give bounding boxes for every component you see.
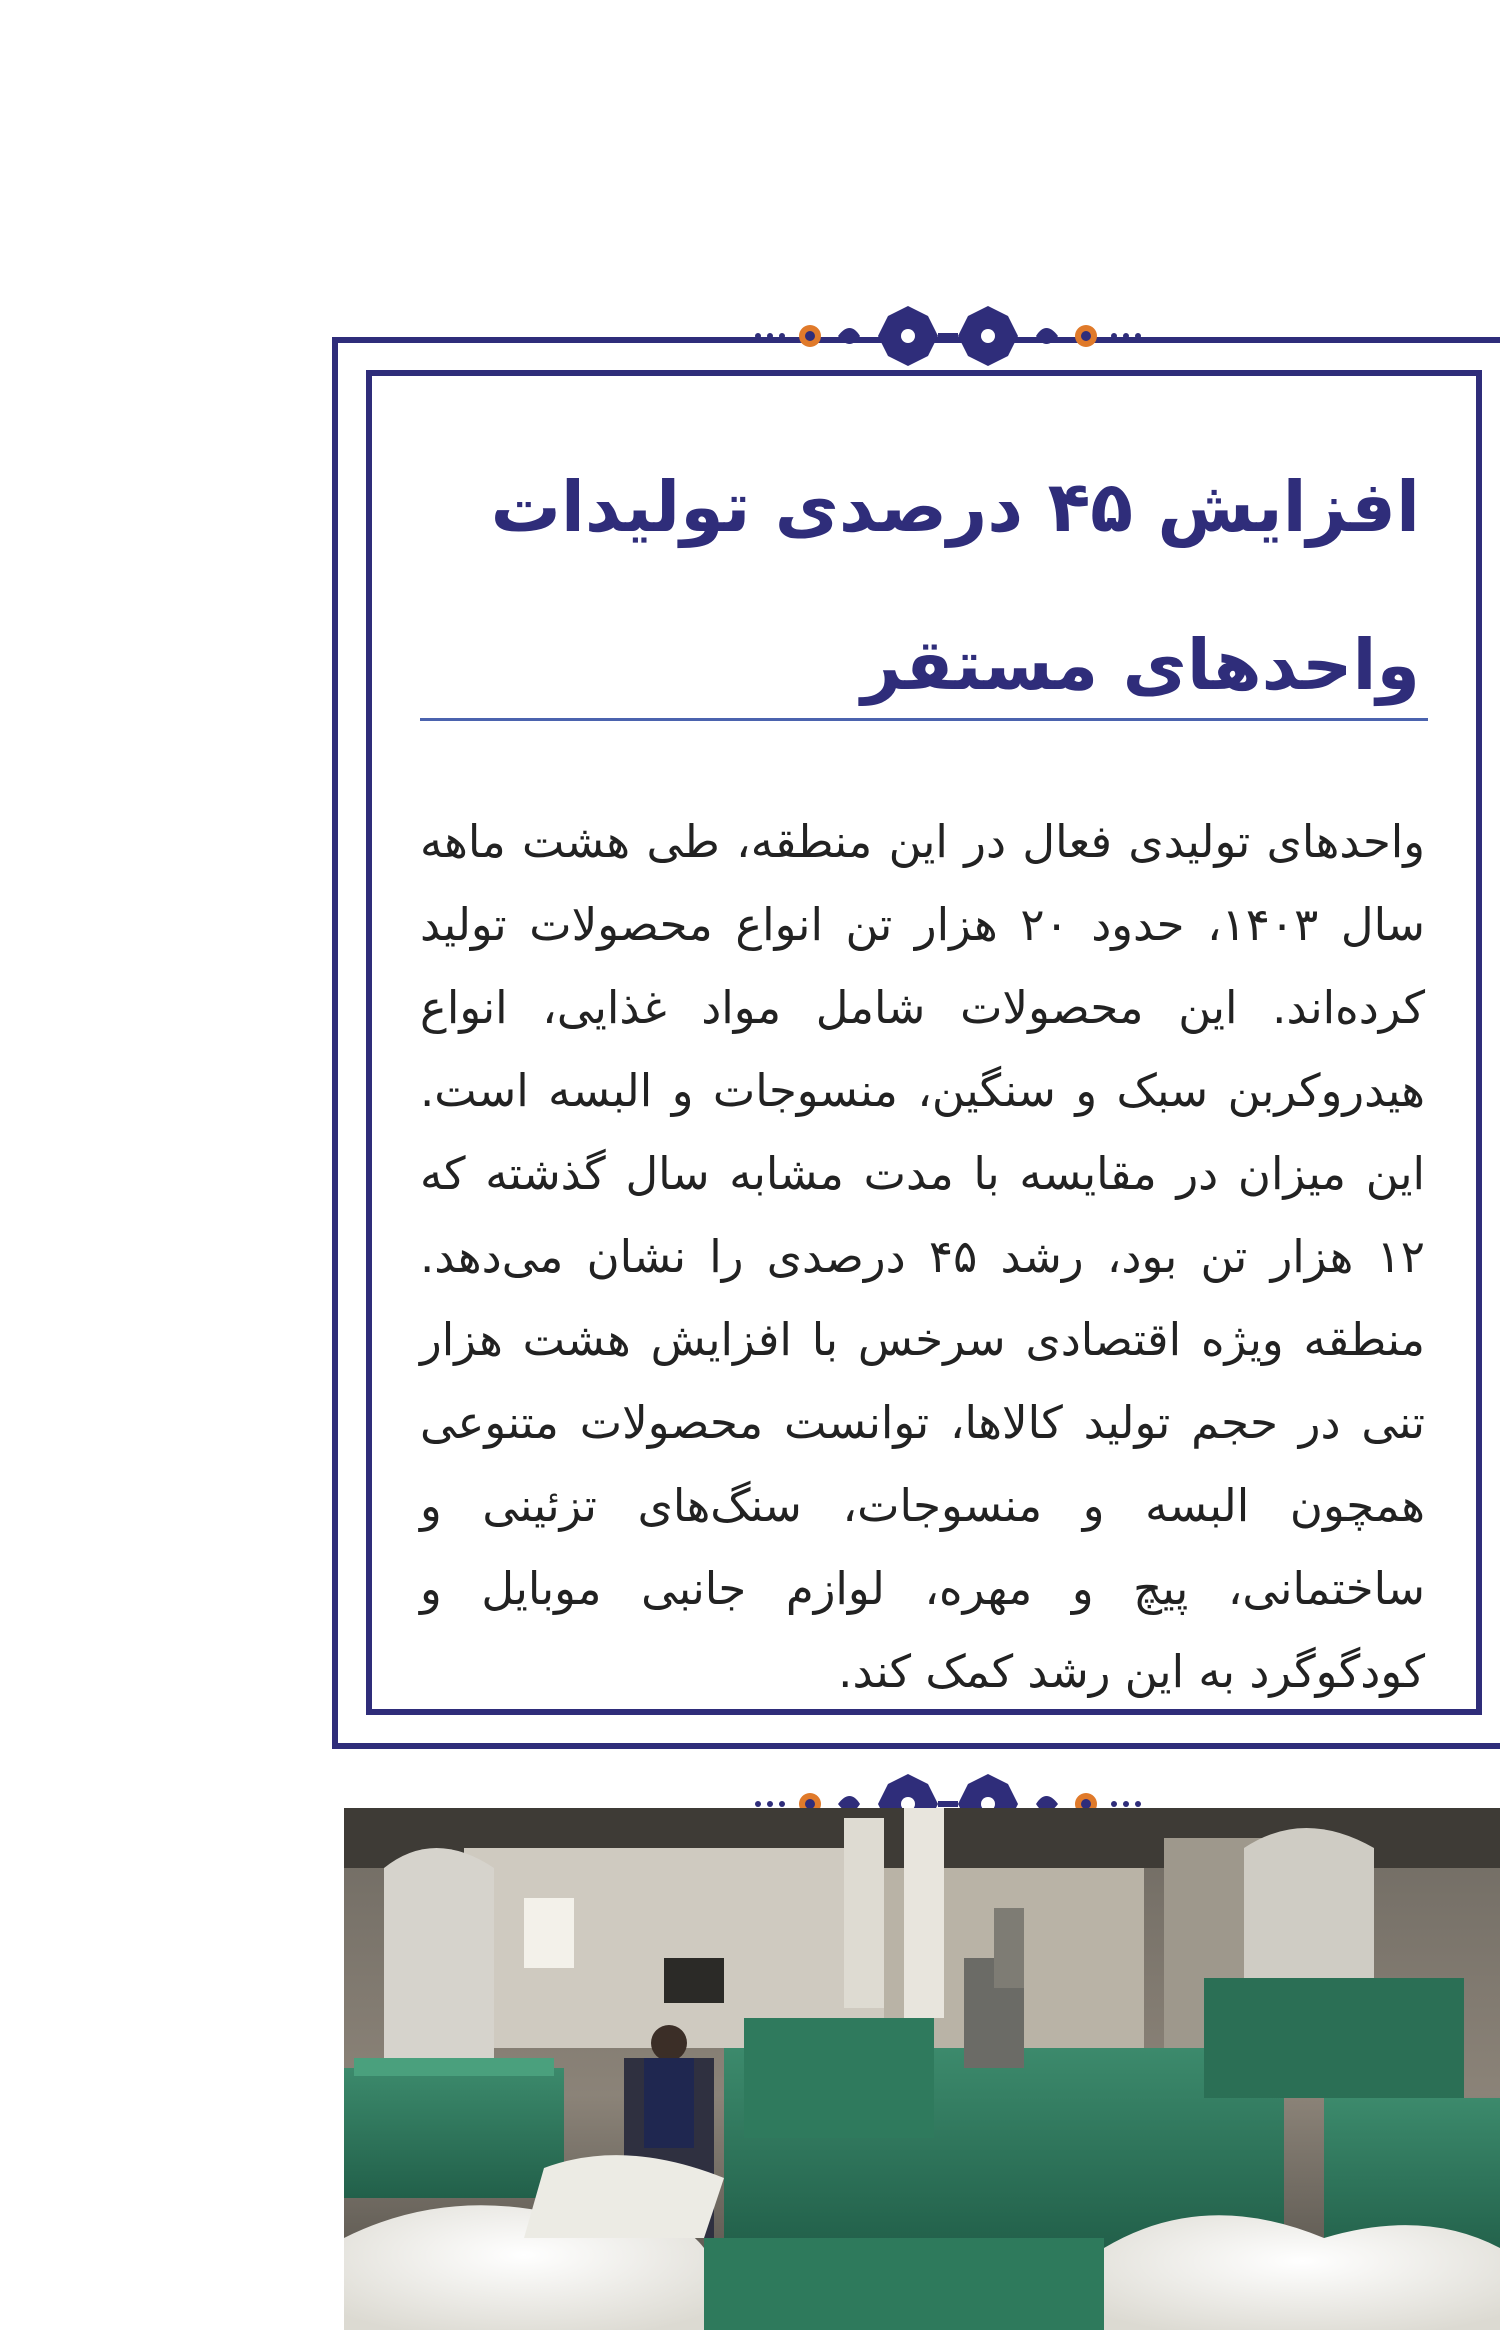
- textile-factory-photo: [344, 1808, 1500, 2330]
- article-title: افزایش ۴۵ درصدی تولیدات واحدهای مستقر: [490, 466, 1420, 706]
- title-divider: [420, 718, 1428, 721]
- article-body: واحدهای تولیدی فعال در این منطقه، طی هشت ماهه سال ۱۴۰۳، حدود ۲۰ هزار تن انواع محصولات تولید کرده‌اند. این محصولات شامل مواد غذایی، انواع هیدروکربن سبک و سنگین، منسوجات و البسه است. این میزان در مقایسه با مدت مشابه سال گذشته که ۱۲ هزار تن بود، رشد ۴۵ درصدی را نشان می‌دهد. منطقه ویژه اقتصادی سرخس با افزایش هشت هزار تنی در حجم تولید کالاها، توانست محصولات متنوعی همچون البسه و منسوجات، سنگ‌های تزئینی و ساختمانی، پیچ و مهره، لوازم جانبی موبایل و کودگوگرد به این رشد کمک کند.: [420, 815, 1426, 1698]
- floral-ornament-top-icon: [738, 300, 1158, 372]
